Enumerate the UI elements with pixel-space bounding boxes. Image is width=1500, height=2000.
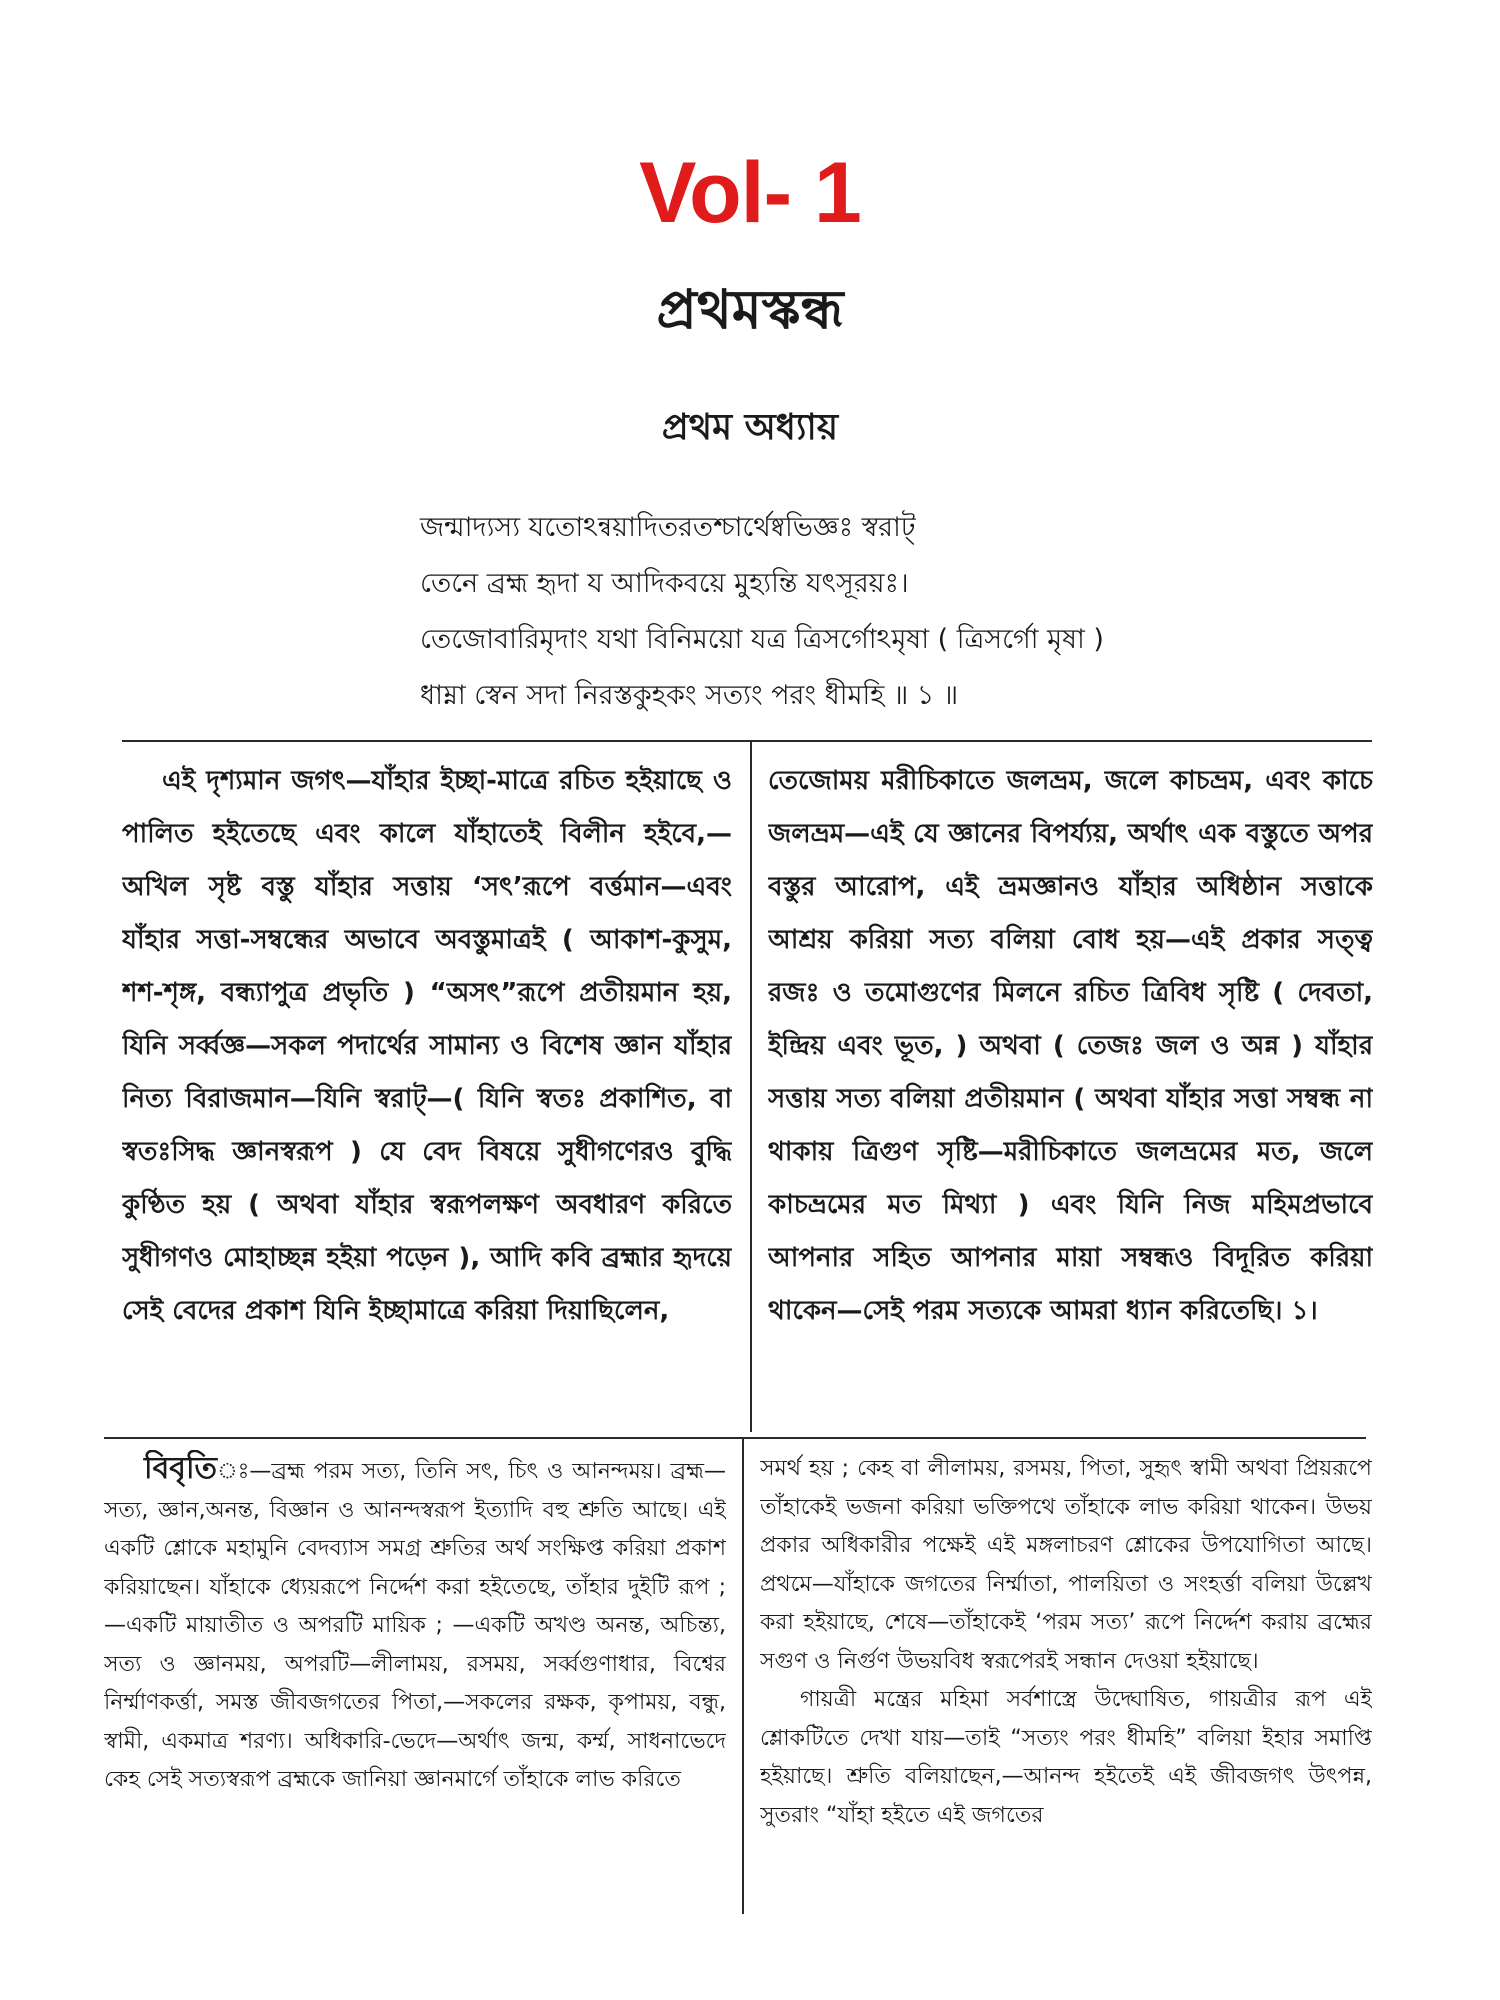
commentary-right-column [760, 1450, 1372, 1912]
commentary-right-para-2: গায়ত্রী মন্ত্রের মহিমা সর্বশাস্ত্রে উদ্ঘোষিত, গায়ত্রীর রূপ এই শ্লোকটিতে দেখা যায়—তাই “সত্যং পরং ধীমহি” বলিয়া ইহার সমাপ্তি হইয়াছে। শ্রুতি বলিয়াছেন,—আনন্দ হইতেই এই জীবজগৎ উৎপন্ন, সুতরাং “যাঁহা হইতে এই জগতের [760, 1687, 1372, 1828]
translation-left-column [122, 755, 732, 1435]
middle-divider [104, 1437, 1366, 1439]
sanskrit-verse [420, 500, 1320, 724]
skandha-heading: প্রথমস্কন্ধ [656, 278, 844, 341]
verse-line: জন্মাদ্যস্য যতোঽন্বয়াদিতরতশ্চার্থেষ্বভিজ্ঞঃ স্বরাট্ [420, 512, 916, 543]
translation-right-text: তেজোময় মরীচিকাতে জলভ্রম, জলে কাচভ্রম, এবং কাচে জলভ্রম—এই যে জ্ঞানের বিপর্য্যয়, অর্থাৎ এক বস্তুতে অপর বস্তুর আরোপ, এই ভ্রমজ্ঞানও যাঁহার অধিষ্ঠান সত্তাকে আশ্রয় করিয়া সত্য বলিয়া বোধ হয়—এই প্রকার সত্ত্ব রজঃ ও তমোগুণের মিলনে রচিত ত্রিবিধ সৃষ্টি ( দেবতা, ইন্দ্রিয় এবং ভূত, ) অথবা ( তেজঃ জল ও অন্ন ) যাঁহার সত্তায় সত্য বলিয়া প্রতীয়মান ( অথবা যাঁহার সত্তা সম্বন্ধ না থাকায় ত্রিগুণ সৃষ্টি—মরীচিকাতে জলভ্রমের মত, জলে কাচভ্রমের মত মিথ্যা ) এবং যিনি নিজ মহিমপ্রভাবে আপনার সহিত আপনার মায়া সম্বন্ধও বিদূরিত করিয়া থাকেন—সেই পরম সত্যকে আমরা ধ্যান করিতেছি। ১। [768, 766, 1373, 1326]
adhyay-heading: প্রথম অধ্যায় [661, 407, 839, 448]
column-divider-top [750, 742, 752, 1432]
translation-right-column [768, 755, 1373, 1435]
column-divider-bottom [742, 1439, 744, 1914]
verse-line: তেনে ব্রহ্ম হৃদা য আদিকবয়ে মুহ্যন্তি যৎসূরয়ঃ। [420, 568, 909, 599]
vivriti-label: বিবৃতি [144, 1451, 218, 1486]
translation-left-text: এই দৃশ্যমান জগৎ—যাঁহার ইচ্ছা-মাত্রে রচিত হইয়াছে ও পালিত হইতেছে এবং কালে যাঁহাতেই বিলীন হইবে,—অখিল সৃষ্ট বস্তু যাঁহার সত্তায় ‘সৎ’রূপে বর্ত্তমান—এবং যাঁহার সত্তা-সম্বন্ধের অভাবে অবস্তুমাত্রই ( আকাশ-কুসুম, শশ-শৃঙ্গ, বন্ধ্যাপুত্র প্রভৃতি ) “অসৎ”রূপে প্রতীয়মান হয়, যিনি সর্ব্বজ্ঞ—সকল পদার্থের সামান্য ও বিশেষ জ্ঞান যাঁহার নিত্য বিরাজমান—যিনি স্বরাট্—( যিনি স্বতঃ প্রকাশিত, বা স্বতঃসিদ্ধ জ্ঞানস্বরূপ ) যে বেদ বিষয়ে সুধীগণেরও বুদ্ধি কুণ্ঠিত হয় ( অথবা যাঁহার স্বরূপলক্ষণ অবধারণ করিতে সুধীগণও মোহাচ্ছন্ন হইয়া পড়েন ), আদি কবি ব্রহ্মার হৃদয়ে সেই বেদের প্রকাশ যিনি ইচ্ছামাত্রে করিয়া দিয়াছিলেন, [122, 766, 732, 1326]
commentary-left-text: ঃ—ব্রহ্ম পরম সত্য, তিনি সৎ, চিৎ ও আনন্দময়। ব্রহ্ম—সত্য, জ্ঞান,অনন্ত, বিজ্ঞান ও আনন্দস্বরূপ ইত্যাদি বহু শ্রুতি আছে। এই একটি শ্লোকে মহামুনি বেদব্যাস সমগ্র শ্রুতির অর্থ সংক্ষিপ্ত করিয়া প্রকাশ করিয়াছেন। যাঁহাকে ধ্যেয়রূপে নির্দ্দেশ করা হইতেছে, তাঁহার দুইটি রূপ ;—একটি মায়াতীত ও অপরটি মায়িক ; —একটি অখণ্ড অনন্ত, অচিন্ত্য, সত্য ও জ্ঞানময়, অপরটি—লীলাময়, রসময়, সর্ব্বগুণাধার, বিশ্বের নির্ম্মাণকর্ত্তা, সমস্ত জীবজগতের পিতা,—সকলের রক্ষক, কৃপাময়, বন্ধু, স্বামী, একমাত্র শরণ্য। অধিকারি-ভেদে—অর্থাৎ জন্ম, কর্ম্ম, সাধনাভেদে কেহ সেই সত্যস্বরূপ ব্রহ্মকে জানিয়া জ্ঞানমার্গে তাঁহাকে লাভ করিতে [104, 1459, 726, 1792]
verse-line: তেজোবারিমৃদাং যথা বিনিময়ো যত্র ত্রিসর্গোঽমৃষা ( ত্রিসর্গো মৃষা ) [420, 624, 1104, 655]
commentary-right-para-1: সমর্থ হয় ; কেহ বা লীলাময়, রসময়, পিতা, সুহৃৎ স্বামী অথবা প্রিয়রূপে তাঁহাকেই ভজনা করিয়া ভক্তিপথে তাঁহাকে লাভ করিয়া থাকেন। উভয় প্রকার অধিকারীর পক্ষেই এই মঙ্গলাচরণ শ্লোকের উপযোগিতা আছে। প্রথমে—যাঁহাকে জগতের নির্ম্মাতা, পালয়িতা ও সংহর্ত্তা বলিয়া উল্লেখ করা হইয়াছে, শেষে—তাঁহাকেই ‘পরম সত্য’ রূপে নির্দ্দেশ করায় ব্রহ্মের সগুণ ও নির্গুণ উভয়বিধ স্বরূপেরই সন্ধান দেওয়া হইয়াছে। [760, 1456, 1372, 1674]
commentary-left-column [104, 1450, 726, 1912]
verse-line: ধাম্না স্বেন সদা নিরস্তকুহকং সত্যং পরং ধীমহি ॥ ১ ॥ [420, 680, 959, 711]
volume-title: Vol- 1 [639, 145, 861, 241]
top-divider [122, 740, 1372, 742]
